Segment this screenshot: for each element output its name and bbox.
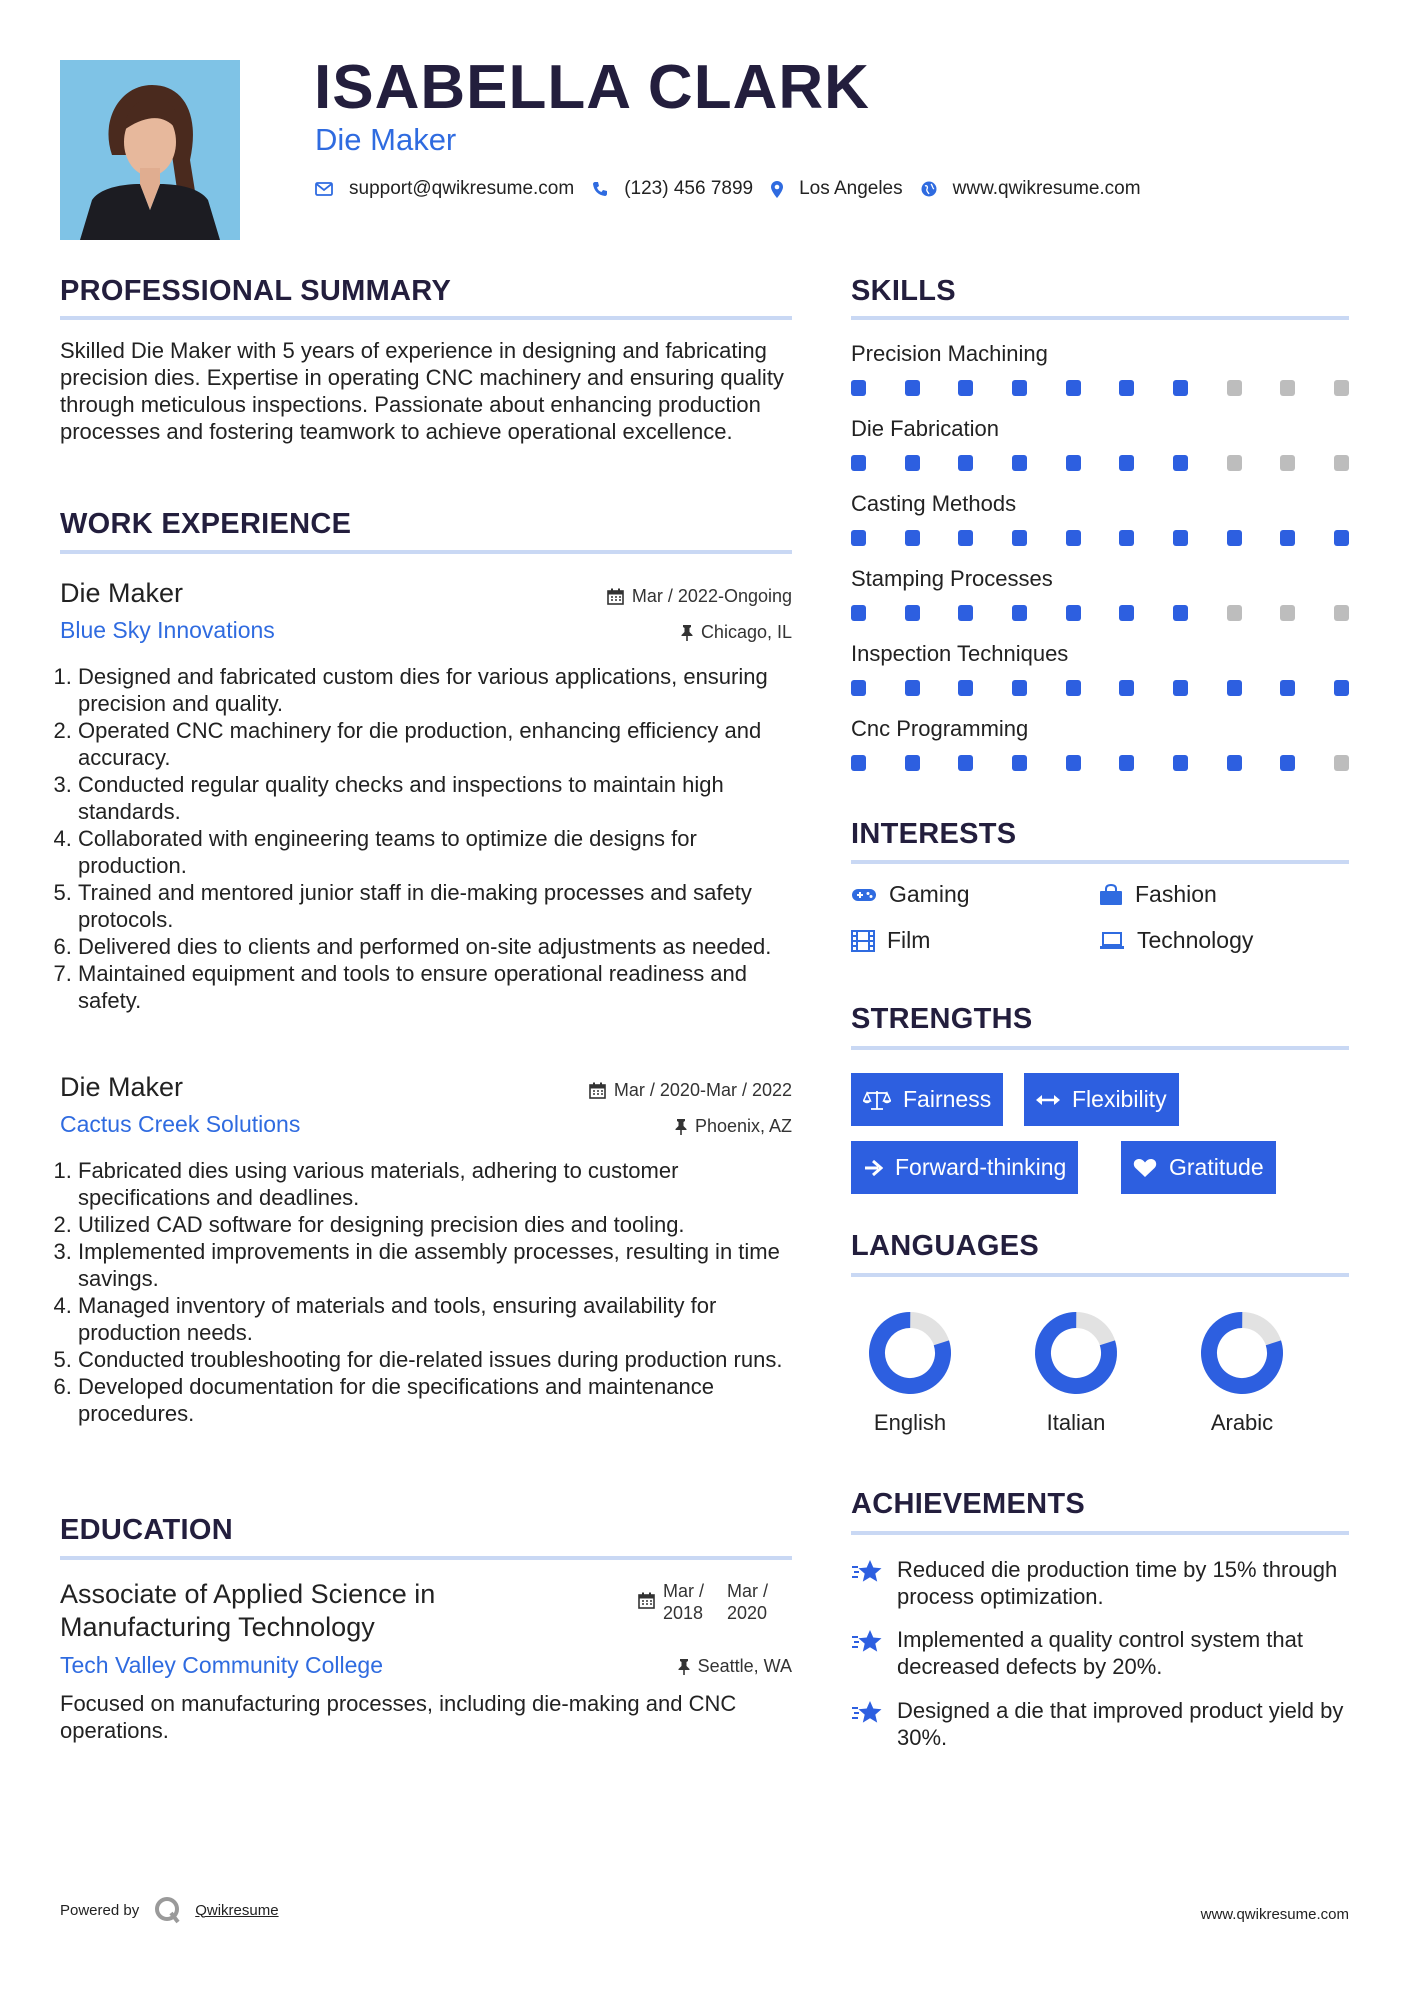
job-bullet: 6. Delivered dies to clients and performed on-site adjustments as needed. [78, 933, 792, 960]
brand-link[interactable]: Qwikresume [195, 1901, 279, 1919]
balance-scale-icon [863, 1089, 891, 1111]
education-description: Focused on manufacturing processes, including die-making and CNC operations. [60, 1691, 737, 1743]
calendar-icon [638, 1592, 655, 1609]
shopping-bag-icon [1099, 884, 1123, 906]
school-name: Tech Valley Community College [60, 1652, 383, 1678]
strength-label: Fairness [903, 1086, 992, 1112]
education-date-end: Mar / 2020 [727, 1581, 769, 1623]
strengths-divider [851, 1046, 1349, 1050]
skill-row [851, 716, 1349, 791]
skill-dot-filled [1280, 680, 1295, 696]
strength-badge [851, 1141, 1078, 1194]
language-proficiency-gauge [1197, 1308, 1287, 1398]
experience-divider [60, 550, 792, 554]
education-location [678, 1656, 792, 1677]
skill-name: Cnc Programming [851, 716, 1029, 741]
education-location-text: Seattle, WA [697, 1656, 792, 1676]
job-bullet: 1. Designed and fabricated custom dies for various applications, ensuring precision and quality. [78, 663, 792, 717]
language-label: English [873, 1410, 947, 1435]
education-heading: EDUCATION [60, 1514, 233, 1546]
calendar-icon [607, 588, 624, 605]
skill-dot-filled [1173, 455, 1188, 471]
contact-email[interactable] [315, 178, 574, 200]
skill-dot-filled [905, 680, 920, 696]
skill-dot-filled [851, 605, 866, 621]
phone-text: (123) 456 7899 [624, 178, 754, 199]
achievements-divider [851, 1531, 1349, 1535]
skill-dot-filled [1066, 680, 1081, 696]
skill-row [851, 341, 1349, 416]
skill-dot-filled [851, 680, 866, 696]
achievement-item [851, 1556, 1349, 1610]
skill-dot-filled [1012, 605, 1027, 621]
achievement-item [851, 1626, 1349, 1680]
skill-dot-filled [1173, 680, 1188, 696]
website-text: www.qwikresume.com [952, 178, 1141, 199]
arrow-right-icon [863, 1159, 883, 1177]
powered-by-text: Powered by [60, 1901, 140, 1919]
candidate-title: Die Maker [315, 122, 457, 157]
film-icon [851, 930, 875, 952]
footer-powered-by [60, 1895, 279, 1925]
skill-name: Die Fabrication [851, 416, 999, 441]
job-dates-text: Mar / 2022-Ongoing [631, 586, 792, 606]
skill-dot-filled [958, 755, 973, 771]
qwikresume-logo-icon [153, 1895, 183, 1925]
interest-technology [1099, 927, 1253, 954]
language-label: Arabic [1210, 1410, 1274, 1435]
job-bullet: 2. Utilized CAD software for designing precision dies and tooling. [78, 1211, 792, 1238]
achievements-heading: ACHIEVEMENTS [851, 1488, 1086, 1520]
skill-dot-filled [1227, 530, 1242, 546]
language-proficiency-gauge [1031, 1308, 1121, 1398]
achievement-text: Designed a die that improved product yield by 30%. [897, 1698, 1344, 1750]
skill-dot-filled [1012, 380, 1027, 396]
skill-dot-filled [1119, 680, 1134, 696]
summary-text: Skilled Die Maker with 5 years of experience in designing and fabricating precision dies. Expertise in operating CNC machinery and ensuring quality through meticulous inspections. Passionate about enhancing production processes and fostering teamwork to achieve operational excellence. [60, 338, 784, 444]
skill-dot-filled [1173, 755, 1188, 771]
job-bullet: 1. Fabricated dies using various materials, adhering to customer specifications and deadlines. [78, 1157, 792, 1211]
skill-dot-empty [1334, 755, 1349, 771]
skill-dot-filled [1280, 530, 1295, 546]
language-item [1016, 1308, 1136, 1436]
skill-dot-filled [1119, 455, 1134, 471]
contact-phone[interactable] [592, 178, 753, 200]
skill-dot-filled [1119, 530, 1134, 546]
experience-heading: WORK EXPERIENCE [60, 508, 352, 540]
strength-badge [1024, 1073, 1179, 1126]
contact-bar [315, 178, 1159, 200]
languages-list [850, 1308, 1302, 1436]
skill-dot-filled [851, 455, 866, 471]
skill-dot-filled [1066, 605, 1081, 621]
achievement-text: Implemented a quality control system that decreased defects by 20%. [897, 1627, 1303, 1679]
job-entry [60, 578, 792, 1014]
strength-badge [851, 1073, 1003, 1126]
language-proficiency-gauge [865, 1308, 955, 1398]
contact-website[interactable] [921, 178, 1141, 200]
profile-photo [60, 60, 240, 240]
skills-divider [851, 316, 1349, 320]
skill-dot-filled [1066, 380, 1081, 396]
strength-label: Forward-thinking [895, 1154, 1067, 1180]
skill-dot-filled [1227, 755, 1242, 771]
job-entry [60, 1072, 792, 1427]
job-bullets [60, 1157, 792, 1427]
interest-label: Fashion [1135, 881, 1217, 907]
skill-name: Casting Methods [851, 491, 1017, 516]
job-bullets [60, 663, 792, 1014]
skill-dot-filled [1066, 455, 1081, 471]
job-company: Cactus Creek Solutions [60, 1111, 301, 1137]
interest-label: Film [887, 927, 931, 953]
heart-icon [1133, 1158, 1157, 1178]
skill-dot-empty [1227, 380, 1242, 396]
skill-dot-filled [905, 530, 920, 546]
gamepad-icon [851, 887, 877, 903]
strengths-heading: STRENGTHS [851, 1003, 1033, 1035]
skill-dot-filled [1173, 605, 1188, 621]
skill-dot-filled [958, 455, 973, 471]
job-dates [589, 1080, 792, 1101]
skill-dot-filled [1012, 530, 1027, 546]
skill-dot-filled [1066, 755, 1081, 771]
location-text: Los Angeles [799, 178, 903, 199]
map-marker-icon [771, 181, 783, 198]
skill-dot-empty [1280, 605, 1295, 621]
skill-dot-empty [1280, 455, 1295, 471]
skill-dot-filled [1012, 755, 1027, 771]
languages-heading: LANGUAGES [851, 1230, 1039, 1262]
skill-dot-filled [1227, 680, 1242, 696]
skill-rating [851, 530, 1349, 546]
arrows-horizontal-icon [1036, 1093, 1060, 1107]
phone-icon [592, 181, 608, 197]
skill-dot-filled [1119, 605, 1134, 621]
pushpin-icon [675, 1118, 687, 1135]
skill-dot-empty [1334, 455, 1349, 471]
job-bullet: 4. Collaborated with engineering teams to optimize die designs for production. [78, 825, 792, 879]
star-icon [851, 1558, 885, 1586]
globe-icon [921, 181, 937, 197]
skills-heading: SKILLS [851, 275, 956, 307]
skill-rating [851, 680, 1349, 696]
summary-divider [60, 316, 792, 320]
skill-dot-filled [958, 530, 973, 546]
star-icon [851, 1628, 885, 1656]
contact-location [771, 178, 903, 200]
education-divider [60, 1556, 792, 1560]
skill-rating [851, 755, 1349, 771]
education-entry [60, 1578, 792, 1748]
job-bullet: 5. Trained and mentored junior staff in die-making processes and safety protocols. [78, 879, 792, 933]
skill-dot-filled [905, 755, 920, 771]
skill-dot-filled [1012, 455, 1027, 471]
job-location-text: Phoenix, AZ [694, 1116, 792, 1136]
skill-dot-filled [851, 530, 866, 546]
skill-name: Precision Machining [851, 341, 1048, 366]
languages-divider [851, 1273, 1349, 1277]
job-bullet: 5. Conducted troubleshooting for die-related issues during production runs. [78, 1346, 792, 1373]
strength-badge [1121, 1141, 1276, 1194]
skill-dot-filled [905, 455, 920, 471]
achievement-text: Reduced die production time by 15% through process optimization. [897, 1557, 1338, 1609]
interests-heading: INTERESTS [851, 818, 1017, 850]
job-title: Die Maker [60, 578, 184, 608]
skill-dot-empty [1227, 455, 1242, 471]
skill-dot-filled [1280, 755, 1295, 771]
language-item [1182, 1308, 1302, 1436]
skills-list [851, 341, 1349, 791]
gauge-fill [868, 1311, 951, 1394]
interest-fashion [1099, 881, 1217, 908]
skill-dot-filled [958, 605, 973, 621]
job-company: Blue Sky Innovations [60, 617, 275, 643]
skill-row [851, 566, 1349, 641]
interest-gaming [851, 881, 970, 908]
footer-url[interactable]: www.qwikresume.com [1200, 1906, 1349, 1923]
interest-label: Technology [1137, 927, 1254, 953]
gauge-fill [1200, 1311, 1283, 1394]
job-bullet: 7. Maintained equipment and tools to ensure operational readiness and safety. [78, 960, 792, 1014]
interest-film [851, 927, 930, 954]
job-bullet: 3. Conducted regular quality checks and inspections to maintain high standards. [78, 771, 792, 825]
education-dates [638, 1580, 779, 1624]
skill-row [851, 641, 1349, 716]
calendar-icon [589, 1082, 606, 1099]
skill-dot-empty [1334, 380, 1349, 396]
skill-dot-filled [1012, 680, 1027, 696]
skill-dot-filled [1173, 380, 1188, 396]
achievement-item [851, 1697, 1349, 1751]
skill-name: Inspection Techniques [851, 641, 1069, 666]
strength-label: Flexibility [1072, 1086, 1167, 1112]
job-bullet: 4. Managed inventory of materials and tools, ensuring availability for production needs. [78, 1292, 792, 1346]
interest-label: Gaming [889, 881, 970, 907]
job-bullet: 3. Implemented improvements in die assembly processes, resulting in time savings. [78, 1238, 792, 1292]
job-dates [607, 586, 792, 607]
skill-name: Stamping Processes [851, 566, 1053, 591]
job-location [681, 622, 792, 643]
skill-dot-filled [958, 380, 973, 396]
pushpin-icon [678, 1658, 690, 1675]
degree-title: Associate of Applied Science in Manufacturing Technology [60, 1579, 436, 1642]
skill-rating [851, 380, 1349, 396]
skill-dot-filled [958, 680, 973, 696]
skill-dot-filled [1119, 755, 1134, 771]
pushpin-icon [681, 624, 693, 641]
skill-dot-filled [1334, 680, 1349, 696]
email-text: support@qwikresume.com [349, 178, 575, 199]
skill-dot-filled [851, 755, 866, 771]
education-date-start: Mar / 2018 [663, 1581, 705, 1623]
skill-dot-empty [1280, 380, 1295, 396]
language-item [850, 1308, 970, 1436]
job-location-text: Chicago, IL [700, 622, 792, 642]
interests-divider [851, 860, 1349, 864]
job-location [675, 1116, 792, 1137]
skill-dot-empty [1227, 605, 1242, 621]
job-dates-text: Mar / 2020-Mar / 2022 [613, 1080, 792, 1100]
gauge-fill [1034, 1311, 1117, 1394]
skill-dot-empty [1334, 605, 1349, 621]
skill-rating [851, 455, 1349, 471]
star-icon [851, 1699, 885, 1727]
job-title: Die Maker [60, 1072, 184, 1102]
job-bullet: 6. Developed documentation for die specifications and maintenance procedures. [78, 1373, 792, 1427]
job-bullet: 2. Operated CNC machinery for die production, enhancing efficiency and accuracy. [78, 717, 792, 771]
strength-label: Gratitude [1169, 1154, 1264, 1180]
laptop-icon [1099, 931, 1125, 951]
skill-dot-filled [905, 380, 920, 396]
skill-dot-filled [1119, 380, 1134, 396]
skill-dot-filled [1173, 530, 1188, 546]
skill-row [851, 416, 1349, 491]
skill-dot-filled [905, 605, 920, 621]
skill-rating [851, 605, 1349, 621]
skill-dot-filled [851, 380, 866, 396]
candidate-name: ISABELLA CLARK [314, 53, 870, 122]
skill-row [851, 491, 1349, 566]
skill-dot-filled [1066, 530, 1081, 546]
summary-heading: PROFESSIONAL SUMMARY [60, 275, 452, 307]
envelope-icon [315, 182, 333, 196]
skill-dot-filled [1334, 530, 1349, 546]
language-label: Italian [1046, 1410, 1106, 1435]
